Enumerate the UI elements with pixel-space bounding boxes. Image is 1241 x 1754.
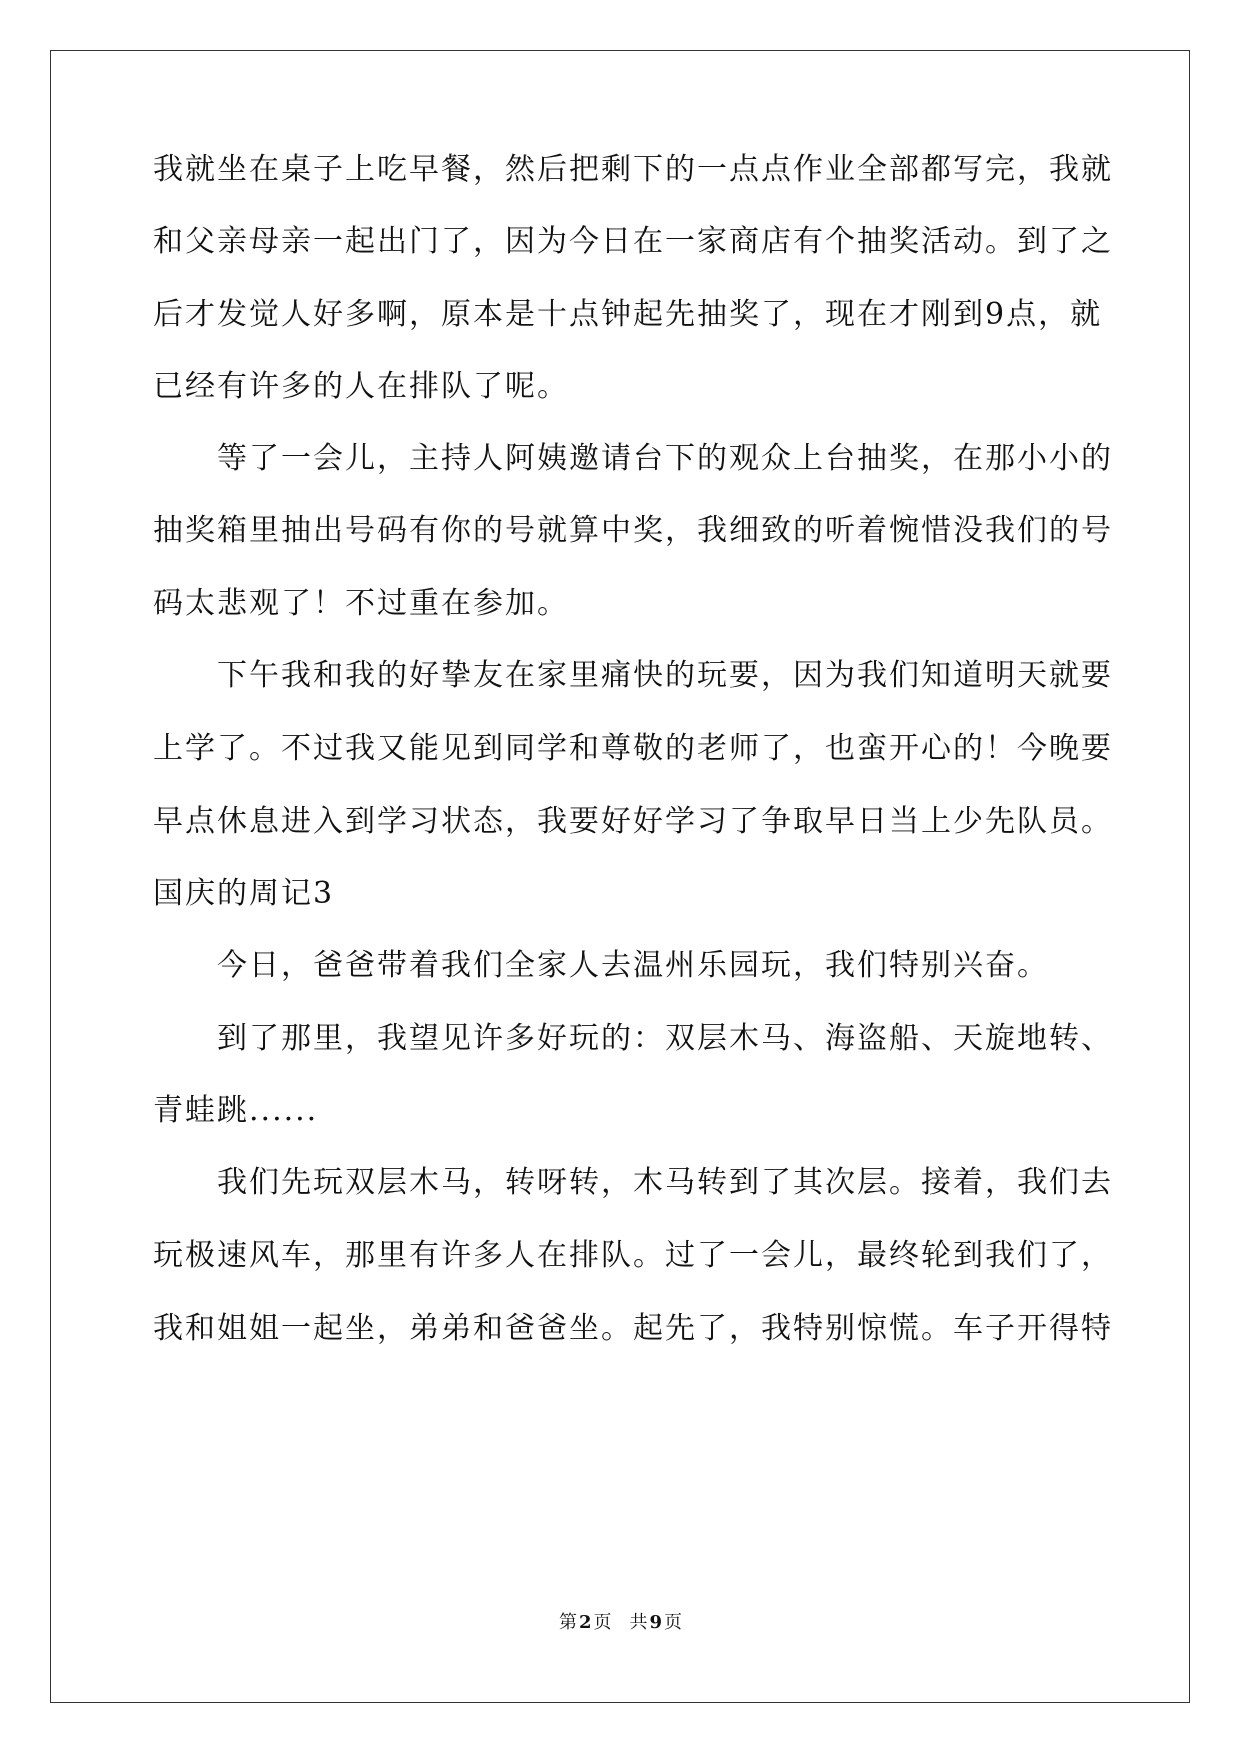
page-prefix: 第 (558, 1612, 577, 1633)
text-line: 玩极速风车，那里有许多人在排队。过了一会儿，最终轮到我们了， (153, 1238, 1113, 1273)
text-line: 我和姐姐一起坐，弟弟和爸爸坐。起先了，我特别惊慌。车子开得特 (153, 1311, 1113, 1346)
text-line: 和父亲母亲一起出门了，因为今日在一家商店有个抽奖活动。到了之 (153, 224, 1113, 259)
text-line: 到了那里，我望见许多好玩的：双层木马、海盗船、天旋地转、 (217, 1021, 1113, 1056)
text-line: 后才发觉人好多啊，原本是十点钟起先抽奖了，现在才刚到9点，就 (153, 297, 1103, 332)
text-line: 上学了。不过我又能见到同学和尊敬的老师了，也蛮开心的！今晚要 (153, 731, 1113, 766)
text-line: 我们先玩双层木马，转呀转，木马转到了其次层。接着，我们去 (217, 1165, 1113, 1200)
section-heading: 国庆的周记3 (153, 876, 335, 911)
text-line: 抽奖箱里抽出号码有你的号就算中奖，我细致的听着惋惜没我们的号 (153, 513, 1113, 548)
text-line: 等了一会儿，主持人阿姨邀请台下的观众上台抽奖，在那小小的 (217, 441, 1113, 476)
text-line: 早点休息进入到学习状态，我要好好学习了争取早日当上少先队员。 (153, 804, 1113, 839)
text-line: 青蛙跳...... (153, 1093, 319, 1128)
total-page-number: 9 (649, 1612, 663, 1633)
text-line: 已经有许多的人在排队了呢。 (153, 369, 569, 404)
text-line: 码太悲观了！不过重在参加。 (153, 586, 569, 621)
total-suffix: 页 (664, 1612, 683, 1633)
page-footer (0, 1608, 1241, 1634)
page-suffix: 页 (593, 1612, 612, 1633)
text-line: 我就坐在桌子上吃早餐，然后把剩下的一点点作业全部都写完，我就 (153, 152, 1113, 187)
text-line: 今日，爸爸带着我们全家人去温州乐园玩，我们特别兴奋。 (217, 948, 1049, 983)
total-prefix: 共 (629, 1612, 648, 1633)
current-page-number: 2 (578, 1612, 592, 1633)
text-line: 下午我和我的好挚友在家里痛快的玩要，因为我们知道明天就要 (217, 658, 1113, 693)
